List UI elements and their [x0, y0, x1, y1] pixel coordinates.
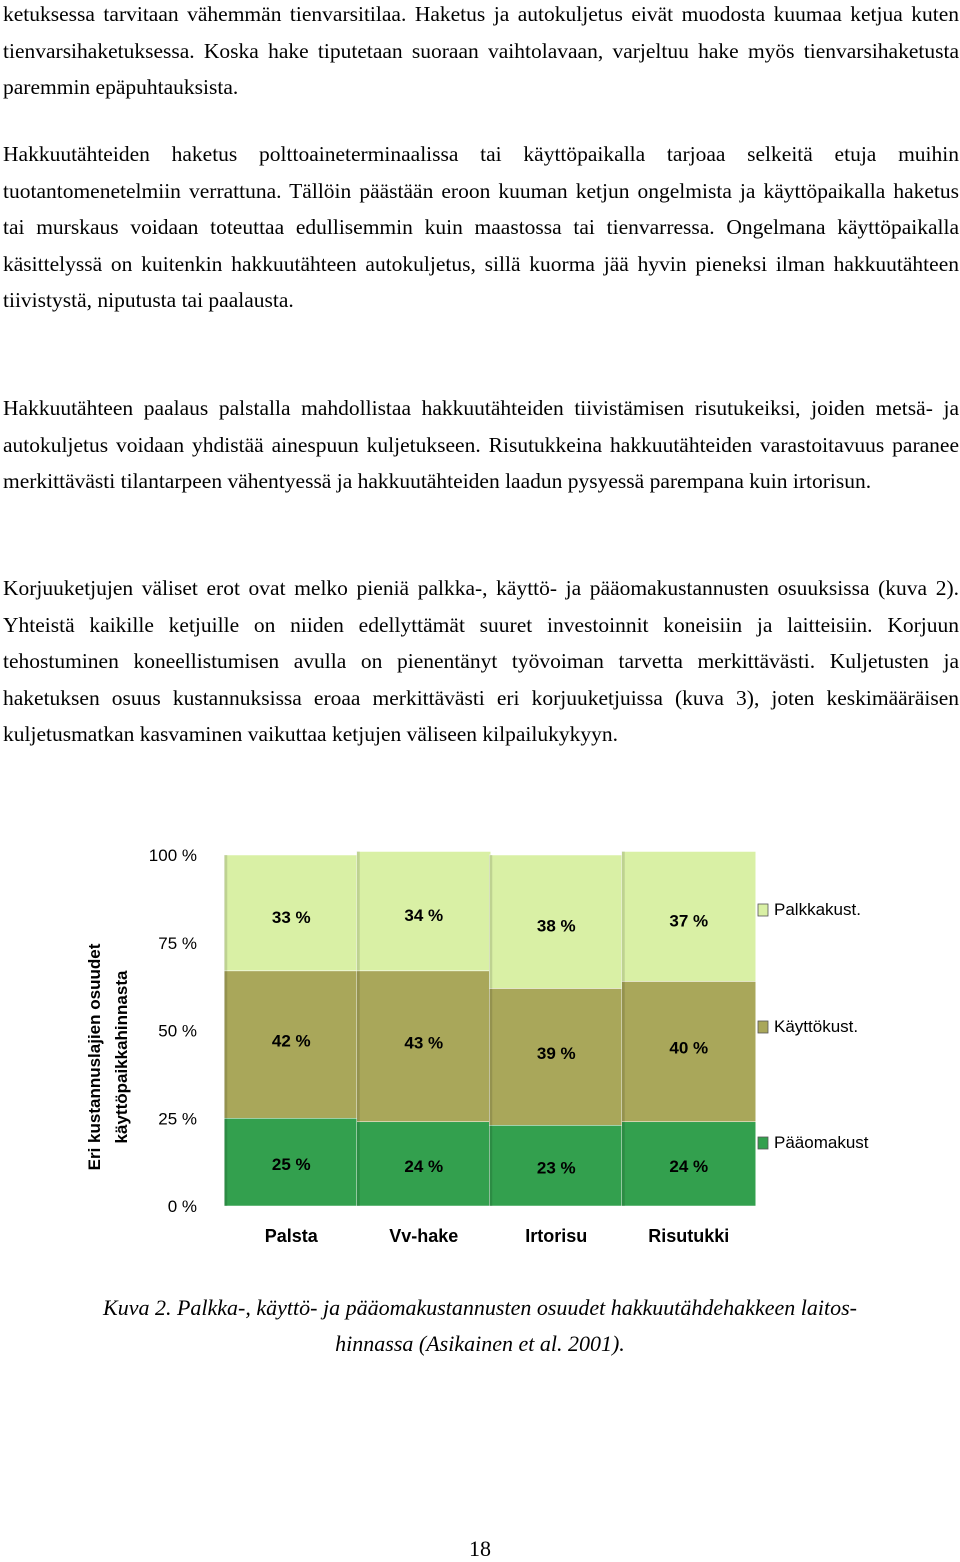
y-tick-label: 25 % — [158, 1109, 197, 1129]
bar-segment-shade — [622, 1122, 625, 1206]
x-axis-labels — [265, 1226, 730, 1246]
page-number: 18 — [469, 1536, 491, 1561]
bar-value-label: 24 % — [404, 1156, 444, 1176]
bar-segment-shade — [224, 971, 227, 1118]
y-axis-label — [85, 943, 131, 1170]
y-tick-label: 100 % — [148, 846, 197, 865]
bar-value-label: 38 % — [536, 916, 576, 936]
bar-value-label: 33 % — [271, 907, 311, 927]
legend-swatch — [758, 1021, 768, 1033]
legend-label: Pääomakust — [774, 1133, 869, 1152]
bar-value-label: 42 % — [271, 1031, 311, 1051]
bar-segment-shade — [489, 988, 492, 1125]
bar-segment-shade — [357, 851, 360, 970]
bar-value-label: 25 % — [271, 1155, 311, 1175]
bar-segment-shade — [489, 855, 492, 988]
bar-value-label: 34 % — [404, 906, 444, 926]
x-tick-label: Risutukki — [648, 1226, 730, 1246]
y-tick-label: 50 % — [158, 1021, 197, 1041]
bar-segment-shade — [357, 971, 360, 1122]
paragraph-1: ketuksessa tarvitaan vähemmän tienvarsitilaa. Haketus ja autokuljetus eivät muodosta kuumaa ketjua kuten tienvarsihaketuksessa. Koska hake tiputetaan suoraan vaihtolavaan, varjeltuu hake myös tienvarsihaketusta paremmin epäpuhtauksista. — [3, 2, 959, 99]
legend-swatch — [758, 904, 768, 916]
bar-value-label: 37 % — [669, 911, 709, 931]
legend-label: Palkkakust. — [774, 900, 861, 919]
bar-segment-shade — [224, 1118, 227, 1206]
caption-line-1: Kuva 2. Palkka-, käyttö- ja pääomakustannusten osuudet hakkuutähdehakkeen laitos- — [103, 1295, 857, 1320]
y-tick-label: 75 % — [158, 933, 197, 953]
legend — [758, 900, 869, 1152]
x-tick-label: Vv-hake — [389, 1226, 459, 1246]
x-tick-label: Irtorisu — [525, 1226, 588, 1246]
paragraph-2: Hakkuutähteiden haketus polttoaineterminaalissa tai käyttöpaikalla tarjoaa selkeitä etuja muihin tuotantomenetelmiin verrattuna. Tällöin päästään eroon kuuman ketjun ongelmista ja käyttöpaikalla haketus tai murskaus voidaan toteuttaa edullisemmin kuin maastossa tai tienvarressa. Ongelmana käyttöpaikalla käsittelyssä on kuitenkin hakkuutähteen autokuljetus, sillä kuorma jää hyvin pieneksi ilman hakkuutähteen tiivistystä, niputusta tai paalausta. — [3, 142, 959, 312]
paragraph-3: Hakkuutähteen paalaus palstalla mahdollistaa hakkuutähteiden tiivistämisen risutukeiksi, joiden metsä- ja autokuljetus voidaan yhdistää ainespuun kuljetukseen. Risutukkeina hakkuutähteiden varastoitavuus paranee merkittävästi tilantarpeen vähentyessä ja hakkuutähteiden laadun pysyessä parempana kuin irtorisun. — [3, 396, 959, 493]
bar-segment-shade — [622, 851, 625, 981]
legend-swatch — [758, 1137, 768, 1149]
bar-value-label: 23 % — [536, 1158, 576, 1178]
y-tick-label: 0 % — [167, 1197, 197, 1216]
bar-segment-shade — [489, 1125, 492, 1206]
y-axis-label-line1: Eri kustannuslajien osuudet — [85, 943, 104, 1171]
y-axis-label-line2: käyttöpaikkahinnasta — [112, 970, 131, 1144]
bar-value-label: 43 % — [404, 1033, 444, 1053]
bar-segment-shade — [622, 981, 625, 1121]
bar-value-label: 24 % — [669, 1156, 709, 1176]
legend-label: Käyttökust. — [774, 1017, 859, 1036]
bar-segment-shade — [224, 855, 227, 971]
figure-caption — [0, 1290, 960, 1362]
bars — [224, 851, 756, 1206]
bar-segment-shade — [357, 1122, 360, 1206]
caption-line-2: hinnassa (Asikainen et al. 2001). — [335, 1331, 625, 1356]
paragraph-4: Korjuuketjujen väliset erot ovat melko pieniä palkka-, käyttö- ja pääomakustannusten osuuksissa (kuva 2). Yhteistä kaikille ketjuille on niiden edellyttämät suuret investoinnit koneisiin ja laitteisiin. Korjuun tehostuminen koneellistumisen avulla on pienentänyt työvoiman tarvetta merkittävästi. Kuljetusten ja haketuksen osuus kustannuksissa eroaa merkittävästi eri korjuuketjuissa (kuva 3), joten keskimääräisen kuljetusmatkan kasvaminen vaikuttaa ketjujen väliseen kilpailukykyyn. — [3, 576, 959, 746]
y-axis-ticks — [149, 846, 197, 1216]
bar-value-label: 40 % — [669, 1038, 709, 1058]
x-tick-label: Palsta — [264, 1226, 318, 1246]
cost-share-chart — [0, 830, 960, 1270]
bar-value-label: 39 % — [536, 1043, 576, 1063]
